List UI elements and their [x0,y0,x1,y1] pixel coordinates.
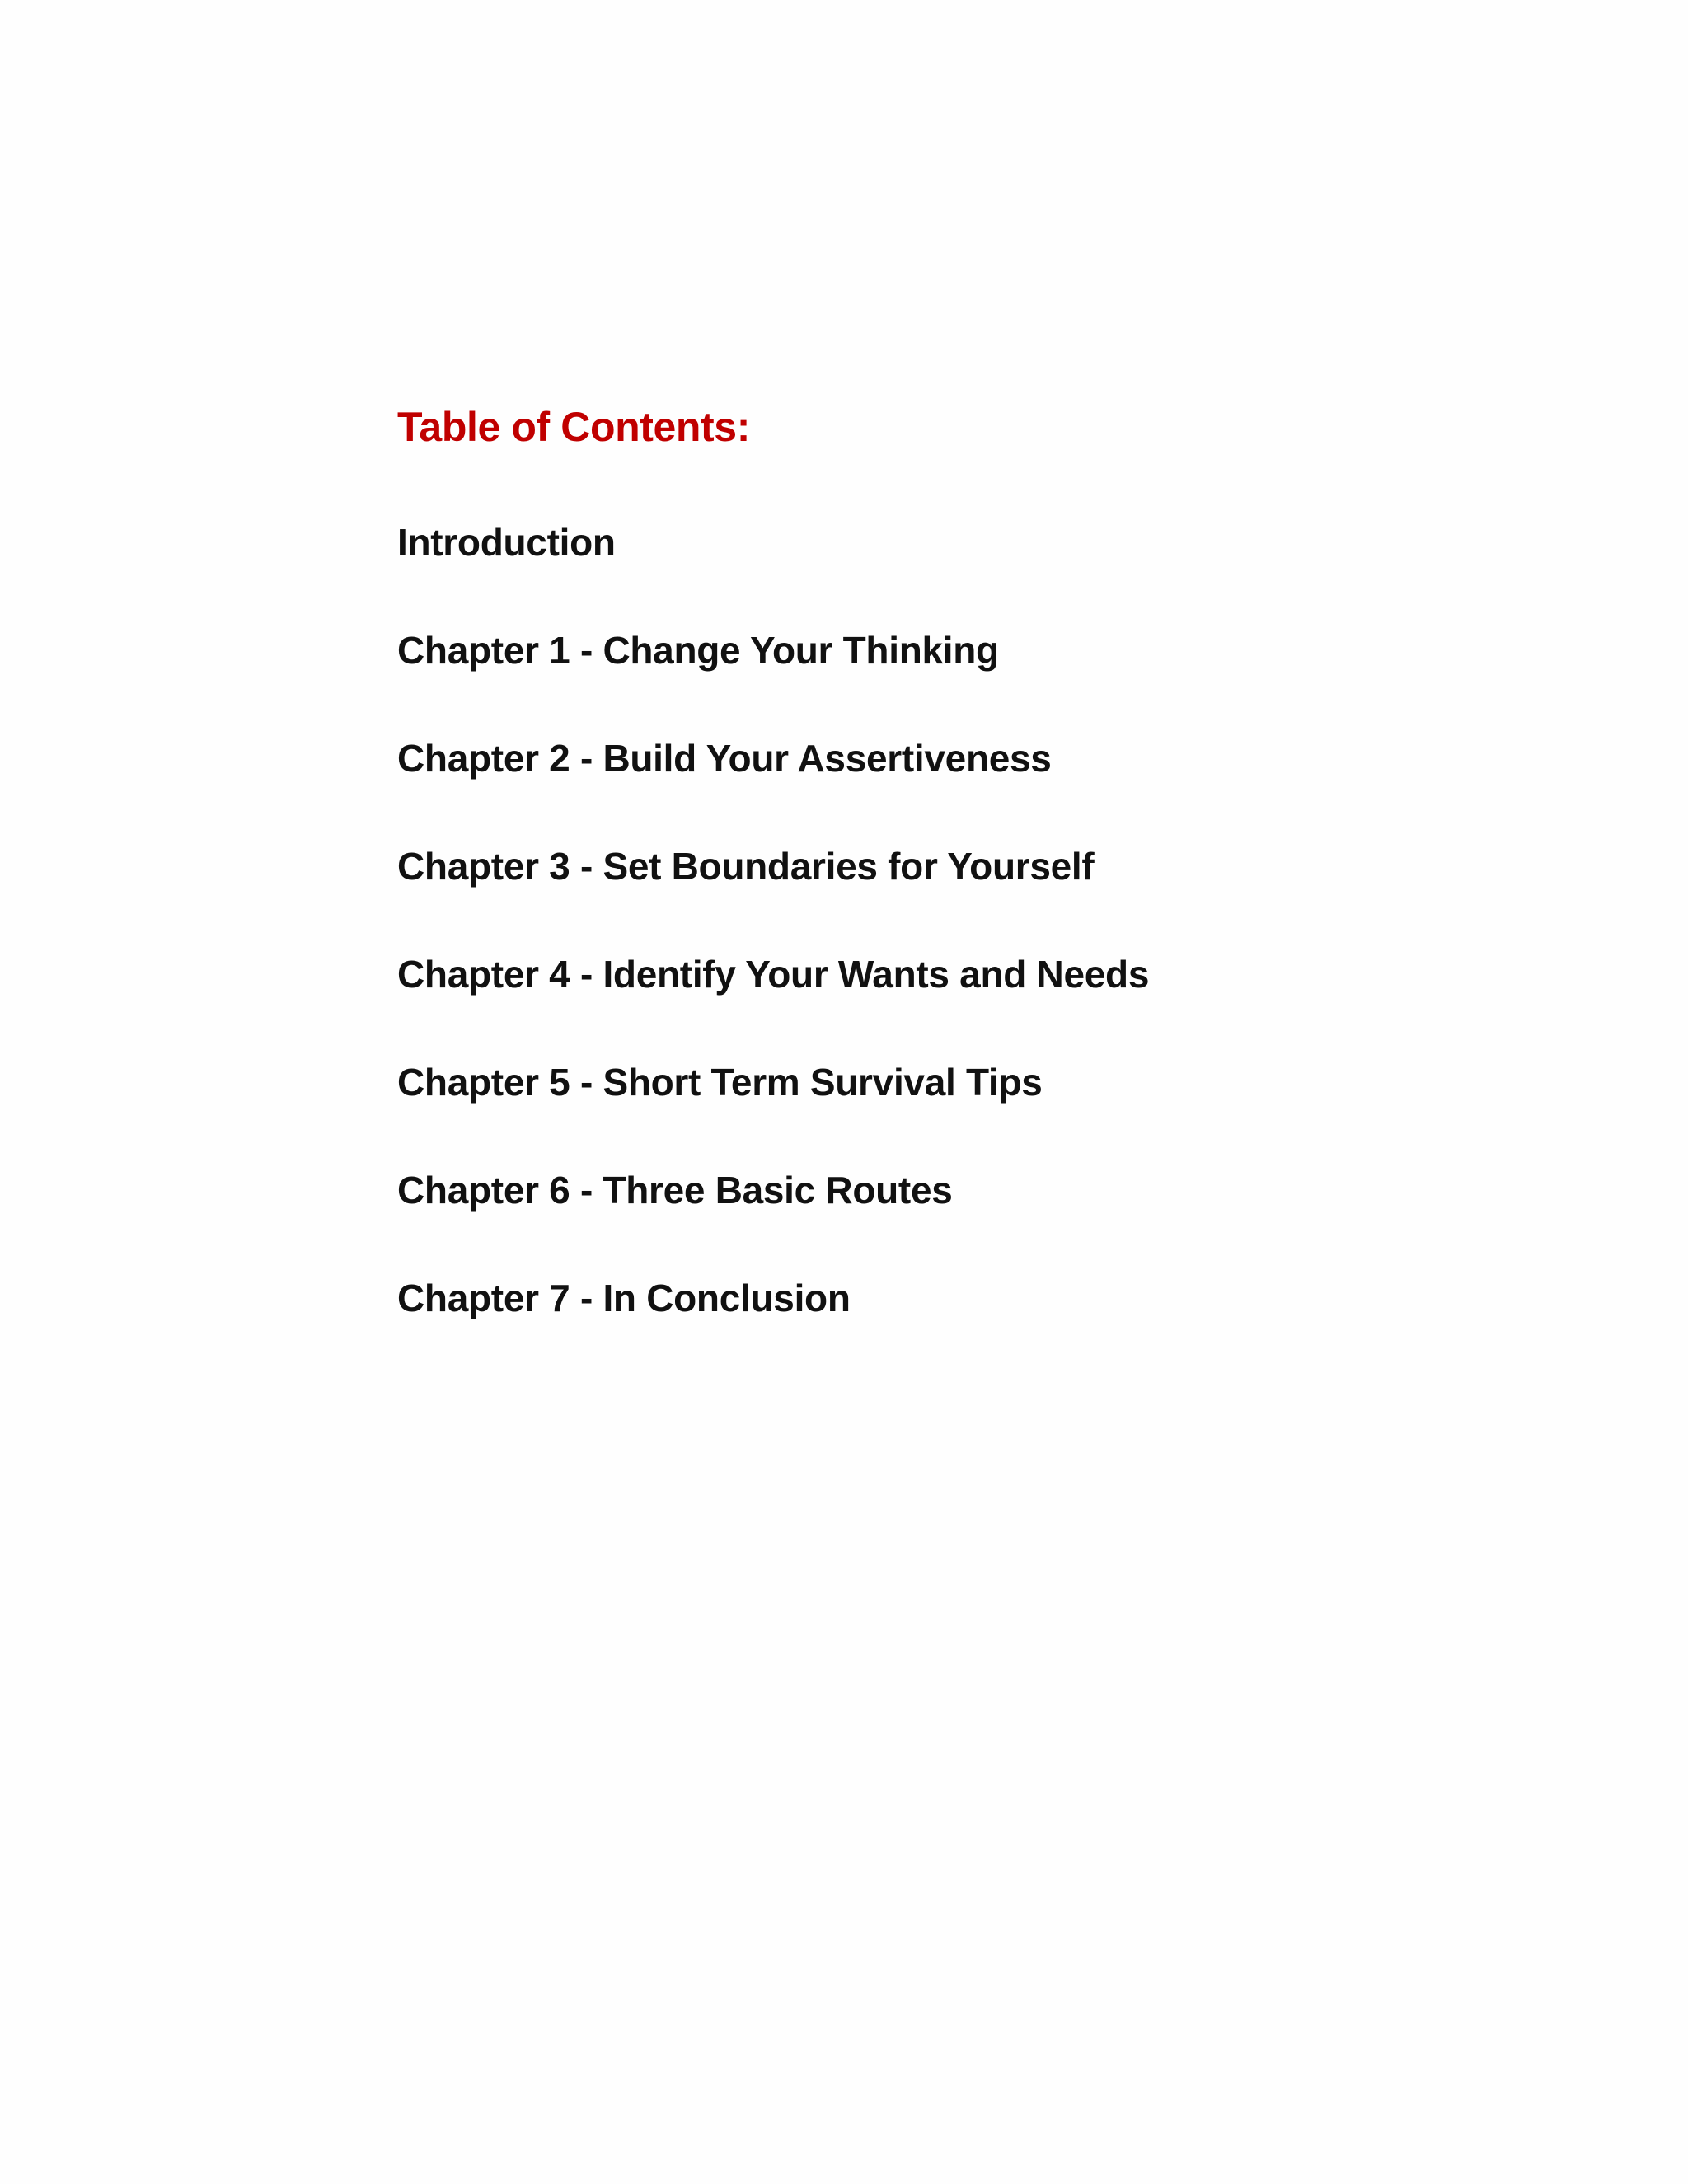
toc-entry-chapter-7: Chapter 7 - In Conclusion [397,1277,851,1319]
toc-title: Table of Contents: [397,404,750,450]
toc-entry-chapter-6: Chapter 6 - Three Basic Routes [397,1169,953,1212]
toc-list [397,518,1551,1381]
toc-entry-introduction: Introduction [397,521,616,564]
toc-entry-chapter-5: Chapter 5 - Short Term Survival Tips [397,1061,1043,1104]
toc-entry-chapter-2: Chapter 2 - Build Your Assertiveness [397,737,1052,780]
toc-entry-chapter-4: Chapter 4 - Identify Your Wants and Needs [397,953,1150,996]
toc-entry-chapter-3: Chapter 3 - Set Boundaries for Yourself [397,845,1095,888]
toc-entry-chapter-1: Chapter 1 - Change Your Thinking [397,629,999,672]
table-of-contents [397,402,1551,1381]
